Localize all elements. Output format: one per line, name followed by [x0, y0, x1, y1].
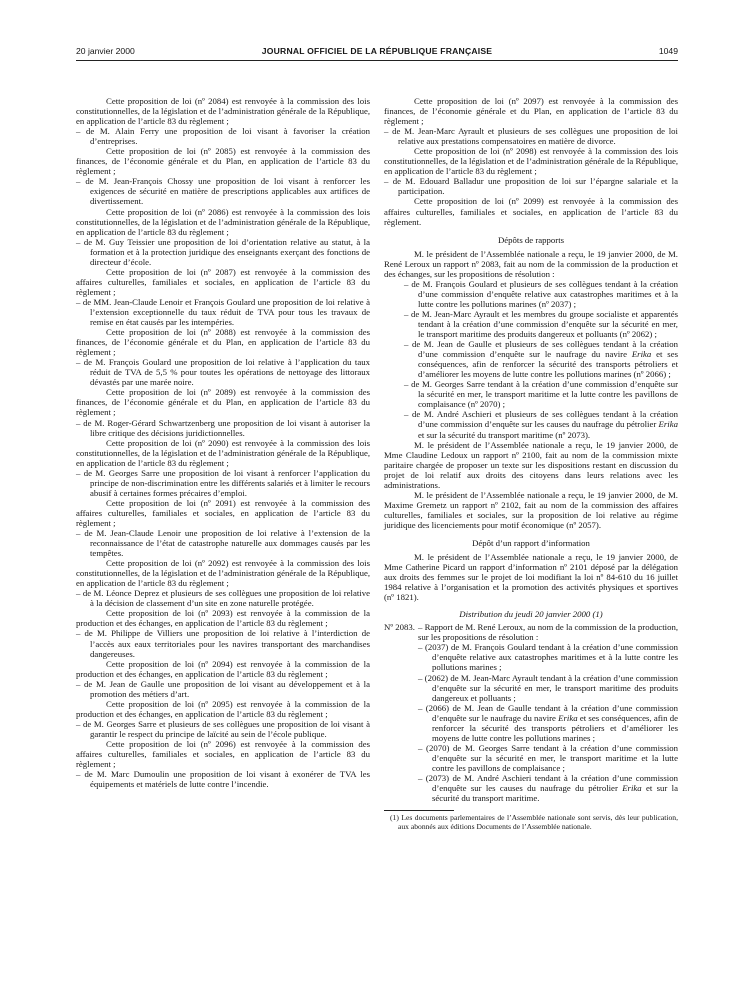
- paragraph: Cette proposition de loi (nº 2094) est renvoyée à la commission de la production et des échanges, en application de l’article 83 du règlement ;: [76, 658, 370, 679]
- distribution-number: Nº 2083.: [384, 622, 415, 633]
- paragraph: Cette proposition de loi (nº 2097) est renvoyée à la commission des finances, de l’économie générale et du Plan, en application de l’article 83 du règlement ;: [384, 96, 678, 127]
- paragraph: Cette proposition de loi (nº 2086) est renvoyée à la commission des lois constitutionnelles, de la législation et de l’administration générale de la République, en application de l’article 83 du règlement ;: [76, 206, 371, 237]
- distribution-items: [418, 642, 678, 803]
- paragraph: Cette proposition de loi (nº 2099) est renvoyée à la commission des affaires culturelles, familiales et sociales, en application de l’article 83 du règlement.: [384, 196, 678, 227]
- list-item: – de M. Marc Dumoulin une proposition de loi visant à exonérer de TVA les équipements et matériels de lutte contre l’incendie.: [76, 769, 370, 790]
- page-header: [76, 46, 678, 61]
- list-item: – (2037) de M. François Goulard tendant à la création d’une commission d’enquête relative aux catastrophes maritimes et à la lutte contre les pollutions marines ;: [418, 642, 678, 673]
- list-item: – de M. Jean-François Chossy une proposition de loi visant à renforcer les exigences de sécurité en matière de prescriptions applicables aux artifices de divertissement.: [76, 176, 370, 207]
- paragraph: Cette proposition de loi (nº 2085) est renvoyée à la commission des finances, de l’économie générale et du Plan, en application de l’article 83 du règlement ;: [76, 146, 370, 177]
- page-number: 1049: [658, 46, 678, 56]
- distribution-intro: – Rapport de M. René Leroux, au nom de la commission de la production, sur les propositions de résolution :: [418, 622, 679, 643]
- paragraph: Cette proposition de loi (nº 2087) est renvoyée à la commission des affaires culturelles, familiales et sociales, en application de l’article 83 du règlement ;: [76, 266, 370, 297]
- list-item: – de M. Georges Sarre tendant à la création d’une commission d’enquête sur la sécurité en mer, le transport maritime et la lutte contre les pavillons de complaisance (nº 2070) ;: [404, 379, 678, 410]
- proposals-continued: [384, 96, 678, 227]
- paragraph: M. le président de l’Assemblée nationale a reçu, le 19 janvier 2000, de Mme Catherine Picard un rapport d’information nº 2101 déposé par la délégation aux droits des femmes sur le projet de loi modifiant la loi nº 84-610 du 16 juillet 1984 relative à l’organisation et la promotion des activités physiques et sportives (nº 1821).: [384, 552, 678, 603]
- list-item: – de M. Roger-Gérard Schwartzenberg une proposition de loi visant à autoriser la libre critique des décisions juridictionnelles.: [76, 417, 370, 438]
- paragraph: Cette proposition de loi (nº 2098) est renvoyée à la commission des lois constitutionnelles, de la législation et de l’administration générale de la République, en application de l’article 83 du règlement ;: [384, 146, 679, 177]
- paragraph: Cette proposition de loi (nº 2084) est renvoyée à la commission des lois constitutionnelles, de la législation et de l’administration générale de la République, en application de l’article 83 du règlement ;: [76, 96, 371, 127]
- list-item: – de M. François Goulard une proposition de loi relative à l’application du taux réduit de TVA de 5,5 % pour toutes les opérations de nettoyage des littoraux dévastés par une marée noire.: [76, 357, 370, 388]
- journal-title: JOURNAL OFFICIEL DE LA RÉPUBLIQUE FRANÇAISE: [261, 46, 493, 56]
- footnote: (1) Les documents parlementaires de l’Assemblée nationale sont servis, dès leur publication, aux abonnés aux éditions Documents de l’Assemblée nationale.: [390, 813, 678, 831]
- section-title-rapport-information: Dépôt d’un rapport d’information: [472, 537, 590, 548]
- depots-rapports: [384, 249, 678, 530]
- paragraph: Cette proposition de loi (nº 2088) est renvoyée à la commission des finances, de l’économie générale et du Plan, en application de l’article 83 du règlement ;: [76, 327, 370, 358]
- paragraph: Cette proposition de loi (nº 2096) est renvoyée à la commission des affaires culturelles, familiales et sociales, en application de l’article 83 du règlement ;: [76, 739, 370, 770]
- list-item: – de M. Léonce Deprez et plusieurs de ses collègues une proposition de loi relative à la décision de classement d’un site en zone naturelle protégée.: [76, 588, 370, 609]
- list-item: – de M. Georges Sarre et plusieurs de ses collègues une proposition de loi visant à garantir le respect du principe de laïcité au sein de l’école publique.: [76, 718, 370, 739]
- list-item: – de M. Jean-Marc Ayrault et les membres du groupe socialiste et apparentés tendant à la création d’une commission d’enquête sur la sécurité en mer, le transport maritime des produits dangereux et polluants (nº 2062) ;: [404, 308, 678, 340]
- paragraph: M. le président de l’Assemblée nationale a reçu, le 19 janvier 2000, de M. Maxime Gremetz un rapport nº 2102, fait au nom de la commission des affaires culturelles, familiales et sociales, sur la proposition de loi relative au régime juridique des licenciements pour motif économique (nº 2057).: [384, 489, 678, 530]
- list-item: – (2070) de M. Georges Sarre tendant à la création d’une commission d’enquête sur la sécurité en mer, le transport maritime et la lutte contre les pavillons de complaisance ;: [418, 742, 678, 773]
- paragraph: Cette proposition de loi (nº 2092) est renvoyée à la commission des lois constitutionnelles, de la législation et de l’administration générale de la République, en application de l’article 83 du règlement ;: [76, 558, 371, 589]
- section-title-distribution: Distribution du jeudi 20 janvier 2000 (1): [459, 609, 603, 620]
- list-item: – (2062) de M. Jean-Marc Ayrault tendant à la création d’une commission d’enquête sur la sécurité en mer, le transport maritime des produits dangereux et polluants ;: [418, 672, 678, 703]
- list-item: – de M. Edouard Balladur une proposition de loi sur l’épargne salariale et la participation.: [384, 176, 678, 197]
- list-item: – de M. Jean-Marc Ayrault et plusieurs de ses collègues une proposition de loi relative aux prestations compensatoires en matière de divorce.: [384, 126, 678, 147]
- list-item: – de MM. Jean-Claude Lenoir et François Goulard une proposition de loi relative à l’extension exceptionnelle du taux réduit de TVA pour tous les travaux de remise en état causés par les intempéries.: [76, 296, 370, 328]
- list-item: – (2066) de M. Jean de Gaulle tendant à la création d’une commission d’enquête sur le naufrage du navire Erika et ses conséquences, afin de renforcer la sécurité des transports pétroliers et d’améliorer les moyens de lutte contre les pollutions marines ;: [418, 702, 678, 743]
- footnote-rule: [384, 810, 454, 811]
- list-item: – de M. Georges Sarre une proposition de loi visant à renforcer l’application du principe de non-discrimination entre les différents salariés et à limiter le recours abusif à certaines formes précaires d’emploi.: [76, 467, 370, 498]
- paragraph: Cette proposition de loi (nº 2091) est renvoyée à la commission des affaires culturelles, familiales et sociales, en application de l’article 83 du règlement ;: [76, 497, 370, 528]
- list-item: – de M. Alain Ferry une proposition de loi visant à favoriser la création d’entreprises.: [76, 126, 370, 147]
- left-column: [76, 96, 370, 789]
- list-item: – de M. Philippe de Villiers une proposition de loi relative à l’interdiction de l’accès aux eaux territoriales pour les navires transportant des marchandises dangereuses.: [76, 628, 370, 659]
- paragraph: Cette proposition de loi (nº 2090) est renvoyée à la commission des lois constitutionnelles, de la législation et de l’administration générale de la République, en application de l’article 83 du règlement ;: [76, 437, 371, 468]
- list-item: – de M. Jean-Claude Lenoir une proposition de loi relative à l’extension de la reconnaissance de l’état de catastrophe naturelle aux dommages causés par les tempêtes.: [76, 528, 370, 559]
- list-item: – de M. Jean de Gaulle et plusieurs de ses collègues tendant à la création d’une commission d’enquête sur le naufrage du navire Erika et ses conséquences, afin de renforcer la sécurité des transports pétroliers et d’améliorer les moyens de lutte contre les pollutions marines (nº 2066) ;: [404, 339, 678, 380]
- list-item: – (2073) de M. André Aschieri tendant à la création d’une commission d’enquête sur les causes du naufrage du pétrolier Erika et sur la sécurité du transport maritime.: [418, 773, 678, 804]
- list-item: – de M. André Aschieri et plusieurs de ses collègues tendant à la création d’une commission d’enquête sur les causes du naufrage du pétrolier Erika et sur la sécurité du transport maritime (nº 2073).: [404, 409, 678, 440]
- distribution-entry: [384, 622, 678, 803]
- paragraph: M. le président de l’Assemblée nationale a reçu, le 19 janvier 2000, de M. René Leroux un rapport nº 2083, fait au nom de la commission de la production et des échanges, sur les propositions de résolution :: [384, 248, 678, 279]
- right-column: [384, 96, 678, 832]
- list-item: – de M. François Goulard et plusieurs de ses collègues tendant à la création d’une commission d’enquête relative aux catastrophes maritimes et à la lutte contre les pollutions marines (nº 2037) ;: [404, 278, 678, 309]
- list-item: – de M. Jean de Gaulle une proposition de loi visant au développement et à la promotion des métiers d’art.: [76, 678, 370, 699]
- paragraph: Cette proposition de loi (nº 2089) est renvoyée à la commission des finances, de l’économie générale et du Plan, en application de l’article 83 du règlement ;: [76, 387, 370, 418]
- rapport-information: [384, 552, 678, 602]
- list-item: – de M. Guy Teissier une proposition de loi d’orientation relative au statut, à la formation et à la protection juridique des enseignants exerçant des fonctions de directeur d’école.: [76, 236, 370, 267]
- section-title-depots: Dépôts de rapports: [497, 234, 565, 245]
- paragraph: M. le président de l’Assemblée nationale a reçu, le 19 janvier 2000, de Mme Claudine Ledoux un rapport nº 2100, fait au nom de la commission mixte paritaire chargée de proposer un texte sur les dispositions restant en discussion du projet de loi relatif aux droits des citoyens dans leurs relations avec les administrations.: [384, 439, 678, 490]
- distribution-body: [418, 622, 678, 803]
- header-date: 20 janvier 2000: [76, 46, 135, 56]
- paragraph: Cette proposition de loi (nº 2095) est renvoyée à la commission de la production et des échanges, en application de l’article 83 du règlement ;: [76, 698, 370, 719]
- paragraph: Cette proposition de loi (nº 2093) est renvoyée à la commission de la production et des échanges, en application de l’article 83 du règlement ;: [76, 608, 370, 629]
